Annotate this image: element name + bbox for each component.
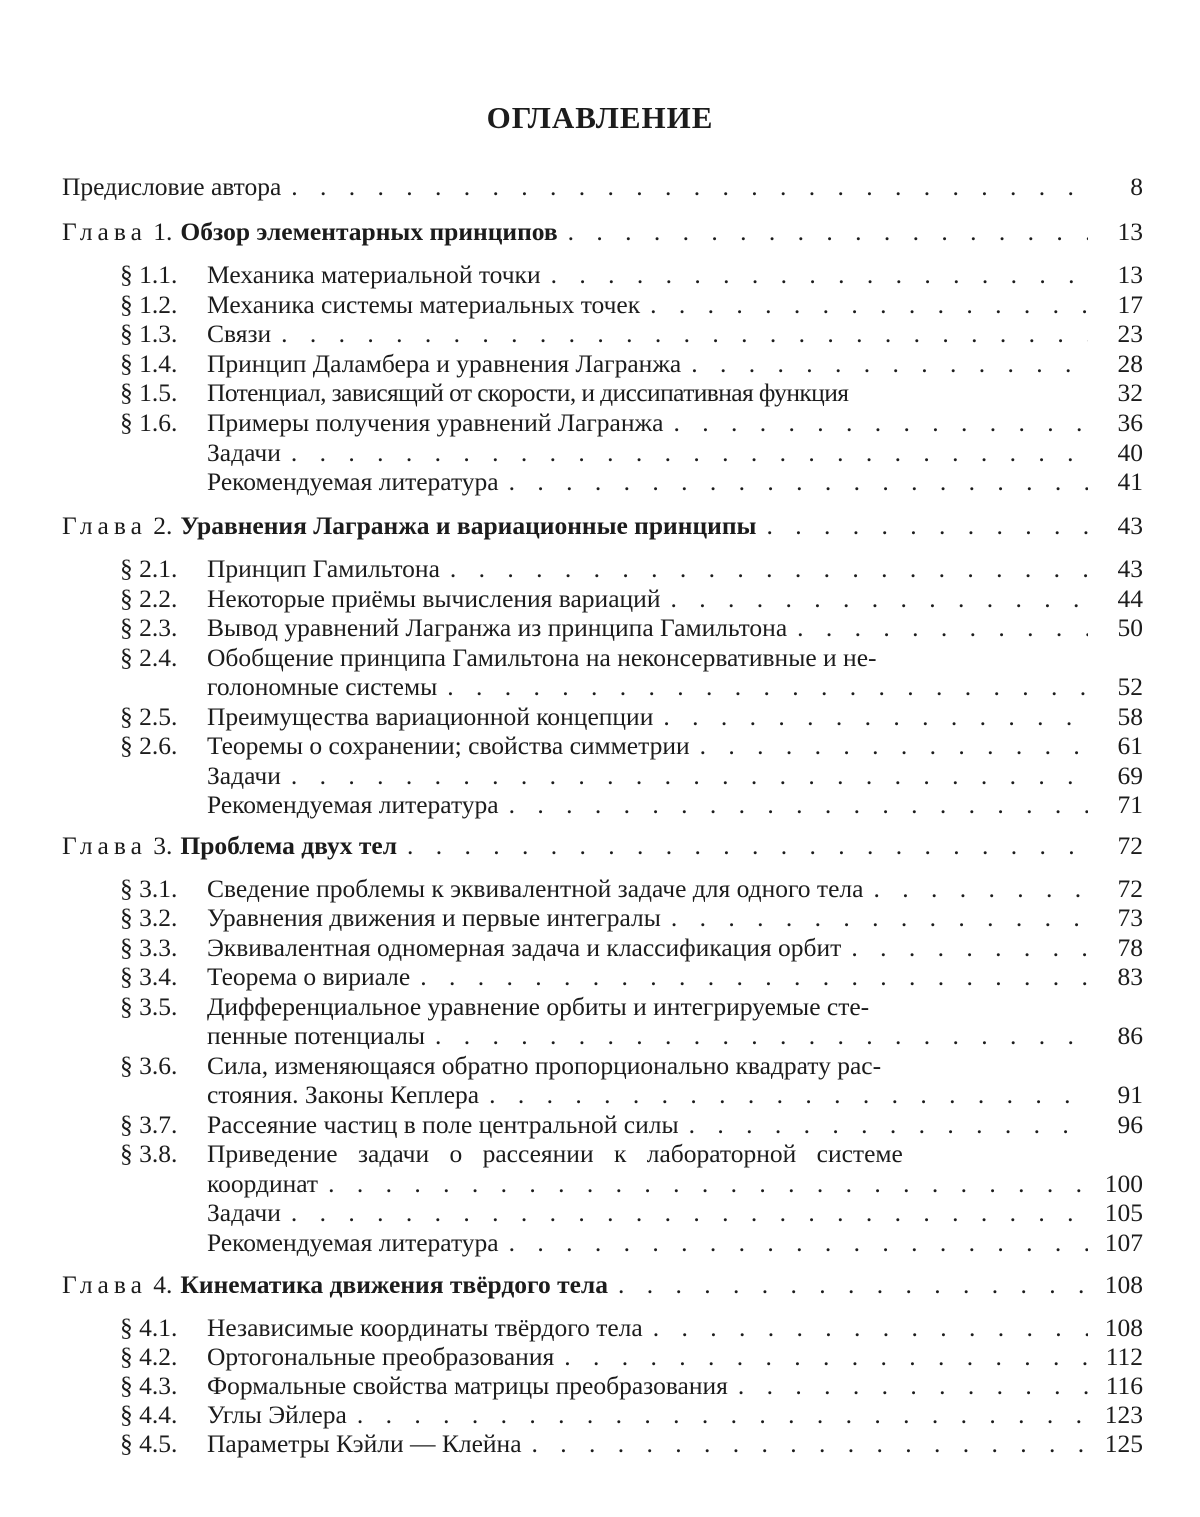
leader-dots	[532, 1429, 1088, 1459]
entry-label: Предисловие автора	[62, 172, 282, 201]
section-title: Механика системы материальных точек	[207, 290, 641, 319]
toc-section-3-1[interactable]	[0, 874, 1200, 904]
leader-dots	[663, 702, 1088, 732]
toc-section-4-2[interactable]	[0, 1342, 1200, 1372]
leader-dots	[568, 217, 1088, 247]
chapter-word: Глава	[62, 831, 147, 860]
toc-section-3-8-cont[interactable]	[0, 1169, 1200, 1199]
section-number: § 4.5.	[120, 1429, 178, 1458]
chapter-title: Проблема двух тел	[180, 831, 398, 860]
page-number: 28	[1117, 349, 1143, 378]
toc-section-3-7[interactable]	[0, 1110, 1200, 1140]
page-number: 58	[1117, 702, 1143, 731]
literature-label: Рекомендуемая литература	[207, 467, 499, 496]
section-title: Принцип Даламбера и уравнения Лагранжа	[207, 349, 682, 378]
page-number: 91	[1117, 1080, 1143, 1109]
chapter-number: 1.	[153, 217, 173, 246]
leader-dots	[766, 511, 1088, 541]
page-title: ОГЛАВЛЕНИЕ	[486, 100, 714, 135]
toc-chapter-2[interactable]	[0, 511, 1200, 541]
chapter-title: Уравнения Лагранжа и вариационные принципы	[180, 511, 757, 540]
section-title: Дифференциальное уравнение орбиты и интегрируемые сте-	[207, 992, 870, 1021]
chapter-word: Глава	[62, 1270, 147, 1299]
toc-section-3-6-cont[interactable]	[0, 1080, 1200, 1110]
page-number: 105	[1104, 1198, 1143, 1227]
leader-dots	[618, 1270, 1088, 1300]
toc-section-1-3[interactable]	[0, 319, 1200, 349]
toc-section-1-6[interactable]	[0, 408, 1200, 438]
section-number: § 4.3.	[120, 1371, 178, 1400]
page-number: 8	[1130, 172, 1143, 201]
leader-dots	[489, 1080, 1088, 1110]
toc-problems-1[interactable]	[0, 438, 1200, 468]
section-number: § 2.4.	[120, 643, 178, 672]
toc-section-1-5[interactable]	[0, 378, 1200, 408]
section-number: § 3.5.	[120, 992, 178, 1021]
section-number: § 3.3.	[120, 933, 178, 962]
toc-section-3-6[interactable]	[0, 1051, 1200, 1081]
leader-dots	[450, 554, 1088, 584]
section-title: Механика материальной точки	[207, 260, 541, 289]
section-title: Сведение проблемы к эквивалентной задаче для одного тела	[207, 874, 864, 903]
chapter-word: Глава	[62, 217, 147, 246]
page-number: 71	[1117, 790, 1143, 819]
leader-dots	[851, 933, 1088, 963]
leader-dots	[328, 1169, 1088, 1199]
page-number: 72	[1117, 874, 1143, 903]
leader-dots	[407, 831, 1088, 861]
section-number: § 2.1.	[120, 554, 178, 583]
toc-section-3-5[interactable]	[0, 992, 1200, 1022]
literature-label: Рекомендуемая литература	[207, 790, 499, 819]
toc-section-3-2[interactable]	[0, 903, 1200, 933]
page-number: 13	[1117, 260, 1143, 289]
section-title-continued: голономные системы	[207, 672, 438, 701]
chapter-number: 2.	[153, 511, 173, 540]
leader-dots	[873, 874, 1088, 904]
toc-problems-2[interactable]	[0, 761, 1200, 791]
leader-dots	[291, 172, 1088, 202]
toc-entry-preface[interactable]	[0, 172, 1200, 202]
toc-chapter-1[interactable]	[0, 217, 1200, 247]
section-title: Параметры Кэйли — Клейна	[207, 1429, 522, 1458]
leader-dots	[671, 903, 1088, 933]
section-title: Сила, изменяющаяся обратно пропорционально квадрату рас-	[207, 1051, 882, 1080]
section-title: Потенциал, зависящий от скорости, и диссипативная функция	[207, 378, 849, 407]
leader-dots	[689, 1110, 1088, 1140]
leader-dots	[650, 290, 1088, 320]
leader-dots	[281, 319, 1088, 349]
section-number: § 2.3.	[120, 613, 178, 642]
page-number: 40	[1117, 438, 1143, 467]
page-number: 123	[1104, 1400, 1143, 1429]
toc-section-1-4[interactable]	[0, 349, 1200, 379]
section-number: § 3.2.	[120, 903, 178, 932]
section-number: § 4.4.	[120, 1400, 178, 1429]
literature-label: Рекомендуемая литература	[207, 1228, 499, 1257]
page-number: 52	[1117, 672, 1143, 701]
section-number: § 1.4.	[120, 349, 178, 378]
leader-dots	[673, 408, 1088, 438]
section-title: Некоторые приёмы вычисления вариаций	[207, 584, 661, 613]
section-title: Связи	[207, 319, 272, 348]
chapter-title: Обзор элементарных принципов	[180, 217, 558, 246]
section-number: § 3.8.	[120, 1139, 178, 1168]
section-number: § 2.6.	[120, 731, 178, 760]
section-number: § 1.3.	[120, 319, 178, 348]
page-number: 107	[1104, 1228, 1143, 1257]
section-number: § 2.2.	[120, 584, 178, 613]
section-number: § 3.6.	[120, 1051, 178, 1080]
section-title: Эквивалентная одномерная задача и классификация орбит	[207, 933, 842, 962]
page-number: 86	[1117, 1021, 1143, 1050]
page-number: 112	[1105, 1342, 1143, 1371]
leader-dots	[357, 1400, 1088, 1430]
toc-chapter-3[interactable]	[0, 831, 1200, 861]
section-title: Принцип Гамильтона	[207, 554, 440, 583]
toc-literature-1[interactable]	[0, 467, 1200, 497]
leader-dots	[691, 349, 1088, 379]
leader-dots	[420, 962, 1088, 992]
page-number: 72	[1117, 831, 1143, 860]
section-number: § 1.5.	[120, 378, 178, 407]
toc-section-1-2[interactable]	[0, 290, 1200, 320]
problems-label: Задачи	[207, 1198, 281, 1227]
page-number: 83	[1117, 962, 1143, 991]
toc-section-1-1[interactable]	[0, 260, 1200, 290]
page-number: 125	[1104, 1429, 1143, 1458]
toc-section-2-3[interactable]	[0, 613, 1200, 643]
leader-dots	[551, 260, 1088, 290]
leader-dots	[291, 761, 1088, 791]
section-title: Теоремы о сохранении; свойства симметрии	[207, 731, 690, 760]
leader-dots	[509, 467, 1088, 497]
leader-dots	[509, 790, 1088, 820]
section-title: Вывод уравнений Лагранжа из принципа Гамильтона	[207, 613, 788, 642]
page-number: 13	[1117, 217, 1143, 246]
section-number: § 3.7.	[120, 1110, 178, 1139]
problems-label: Задачи	[207, 761, 281, 790]
toc-section-2-6[interactable]	[0, 731, 1200, 761]
section-number: § 4.1.	[120, 1313, 178, 1342]
problems-label: Задачи	[207, 438, 281, 467]
toc-section-2-1[interactable]	[0, 554, 1200, 584]
page-number: 69	[1117, 761, 1143, 790]
page-number: 43	[1117, 554, 1143, 583]
section-number: § 1.2.	[120, 290, 178, 319]
section-title-continued: координат	[207, 1169, 319, 1198]
toc-section-4-5[interactable]	[0, 1429, 1200, 1459]
page-number: 116	[1105, 1371, 1143, 1400]
leader-dots	[797, 613, 1088, 643]
page-number: 44	[1117, 584, 1143, 613]
toc-section-4-4[interactable]	[0, 1400, 1200, 1430]
leader-dots	[670, 584, 1088, 614]
page-number: 73	[1117, 903, 1143, 932]
chapter-number: 4.	[153, 1270, 173, 1299]
section-title: Обобщение принципа Гамильтона на неконсервативные и не-	[207, 643, 877, 672]
section-title: Теорема о вириале	[207, 962, 411, 991]
page-number: 61	[1117, 731, 1143, 760]
section-title: Приведение задачи о рассеянии к лабораторной системе	[207, 1139, 903, 1168]
section-number: § 1.1.	[120, 260, 178, 289]
toc-section-4-1[interactable]	[0, 1313, 1200, 1343]
section-title: Преимущества вариационной концепции	[207, 702, 654, 731]
toc-section-2-5[interactable]	[0, 702, 1200, 732]
page-number: 108	[1104, 1270, 1143, 1299]
section-number: § 3.4.	[120, 962, 178, 991]
leader-dots	[738, 1371, 1088, 1401]
page-number: 36	[1117, 408, 1143, 437]
leader-dots	[447, 672, 1088, 702]
section-number: § 2.5.	[120, 702, 178, 731]
toc-section-3-4[interactable]	[0, 962, 1200, 992]
leader-dots	[700, 731, 1088, 761]
leader-dots	[435, 1021, 1088, 1051]
toc-literature-2[interactable]	[0, 790, 1200, 820]
page-number: 17	[1117, 290, 1143, 319]
toc-section-3-3[interactable]	[0, 933, 1200, 963]
toc-section-2-4[interactable]	[0, 643, 1200, 673]
section-title: Ортогональные преобразования	[207, 1342, 555, 1371]
toc-problems-3[interactable]	[0, 1198, 1200, 1228]
chapter-title: Кинематика движения твёрдого тела	[180, 1270, 608, 1299]
toc-literature-3[interactable]	[0, 1228, 1200, 1258]
section-title: Формальные свойства матрицы преобразования	[207, 1371, 728, 1400]
section-title: Независимые координаты твёрдого тела	[207, 1313, 643, 1342]
section-title: Примеры получения уравнений Лагранжа	[207, 408, 664, 437]
section-title-continued: стояния. Законы Кеплера	[207, 1080, 480, 1109]
leader-dots	[509, 1228, 1088, 1258]
page-number: 23	[1117, 319, 1143, 348]
toc-section-3-8[interactable]	[0, 1139, 1200, 1169]
section-title: Углы Эйлера	[207, 1400, 347, 1429]
page-number: 100	[1104, 1169, 1143, 1198]
page-number: 32	[1117, 378, 1143, 407]
page-number: 78	[1117, 933, 1143, 962]
page-number: 41	[1117, 467, 1143, 496]
toc-chapter-4[interactable]	[0, 1270, 1200, 1300]
page-number: 108	[1104, 1313, 1143, 1342]
leader-dots	[564, 1342, 1088, 1372]
page-number: 96	[1117, 1110, 1143, 1139]
toc-section-2-4-cont[interactable]	[0, 672, 1200, 702]
toc-section-3-5-cont[interactable]	[0, 1021, 1200, 1051]
chapter-word: Глава	[62, 511, 147, 540]
toc-section-2-2[interactable]	[0, 584, 1200, 614]
toc-section-4-3[interactable]	[0, 1371, 1200, 1401]
section-title: Уравнения движения и первые интегралы	[207, 903, 661, 932]
leader-dots	[291, 1198, 1088, 1228]
section-number: § 4.2.	[120, 1342, 178, 1371]
section-title-continued: пенные потенциалы	[207, 1021, 425, 1050]
leader-dots	[653, 1313, 1088, 1343]
chapter-number: 3.	[153, 831, 173, 860]
page-number: 50	[1117, 613, 1143, 642]
section-number: § 1.6.	[120, 408, 178, 437]
leader-dots	[291, 438, 1088, 468]
page-number: 43	[1117, 511, 1143, 540]
section-number: § 3.1.	[120, 874, 178, 903]
section-title: Рассеяние частиц в поле центральной силы	[207, 1110, 679, 1139]
